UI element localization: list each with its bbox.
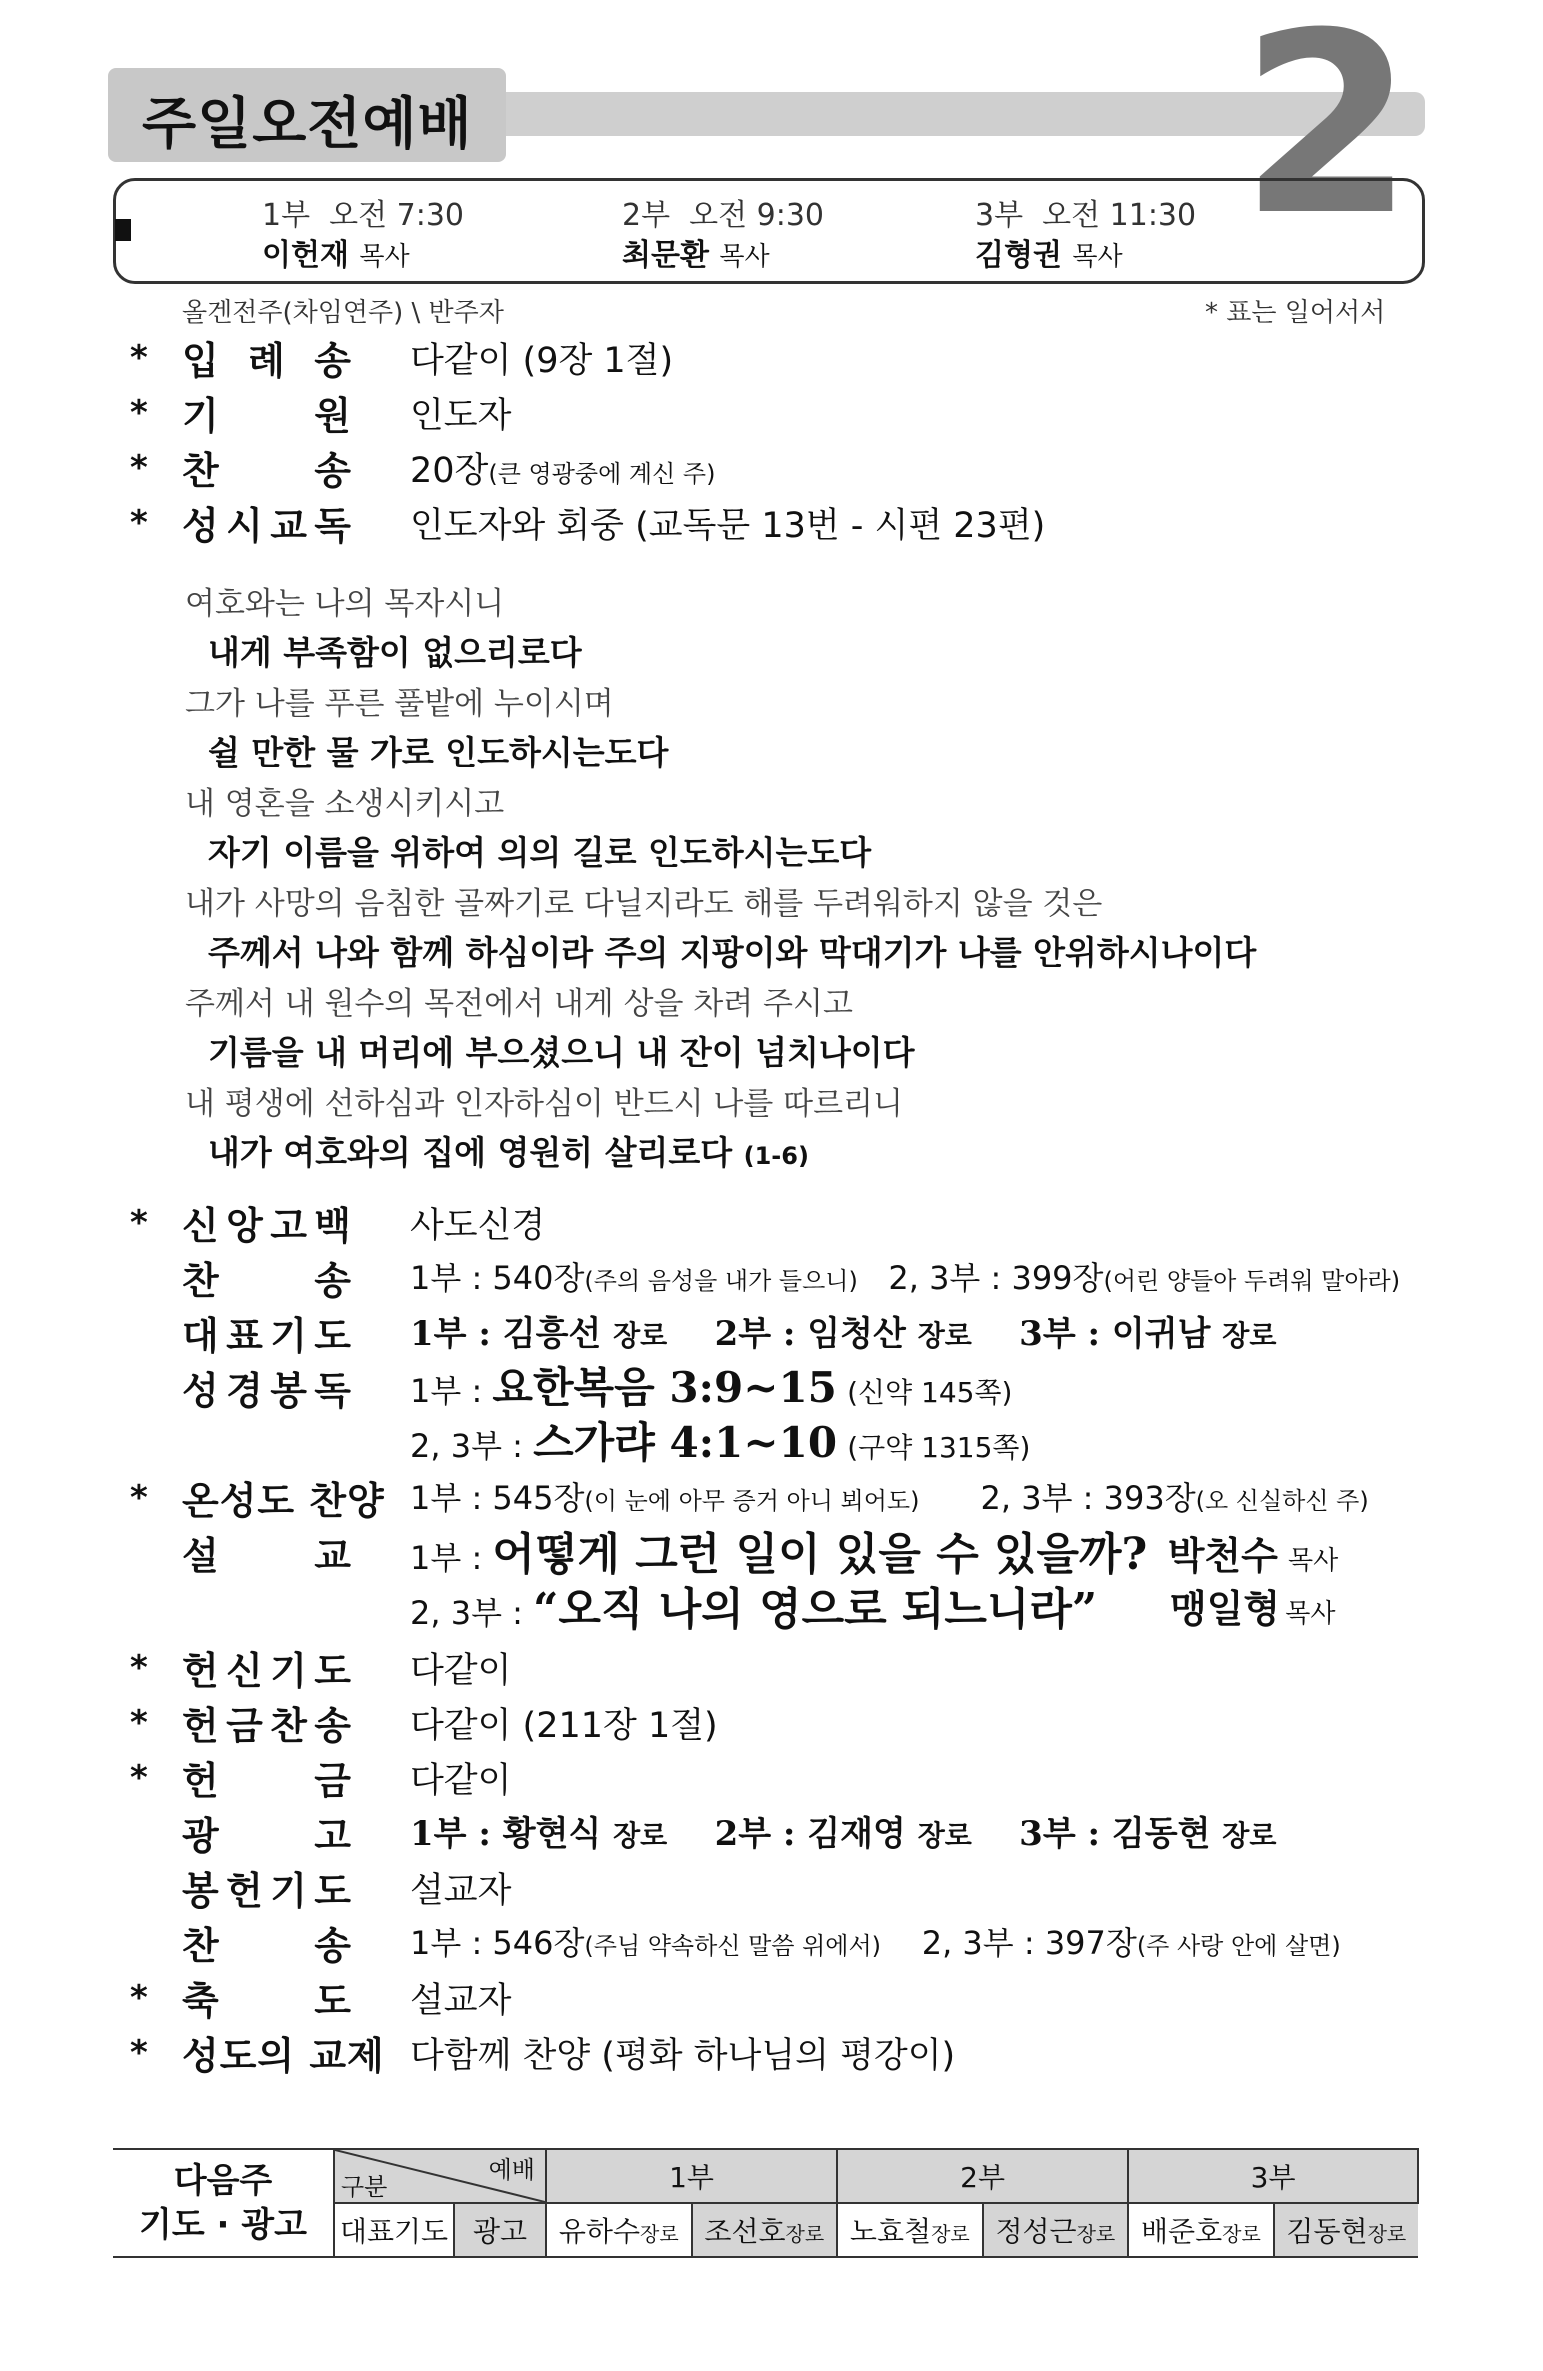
order-item-content: 1부 : 545장(이 눈에 아무 증거 아니 뵈어도) 2, 3부 : 393장(오 신실하신 주) (410, 1479, 1369, 1517)
standing-mark: * (130, 1478, 148, 1518)
table-cell: 광고 (454, 2203, 546, 2257)
schedule-1-minister: 이헌재 목사 (262, 238, 410, 273)
standing-mark: * (130, 503, 148, 543)
psalm-lead-line: 주께서 내 원수의 목전에서 내게 상을 차려 주시고 (185, 986, 853, 1022)
psalm-response-line: 자기 이름을 위하여 의의 길로 인도하시는도다 (208, 833, 872, 872)
standing-mark: * (130, 1978, 148, 2018)
order-item-content: 다같이 (410, 1761, 512, 1801)
psalm-lead-line: 내 영혼을 소생시키시고 (185, 786, 505, 822)
order-item-content: 인도자 (410, 396, 512, 436)
table-corner-cell: 예배 구분 (334, 2149, 546, 2203)
standing-mark: * (130, 1648, 148, 1688)
order-item-label: 성 시 교 독 (182, 504, 352, 548)
standing-mark: * (130, 1203, 148, 1243)
order-item-content: 다함께 찬양 (평화 하나님의 평강이) (410, 2036, 956, 2076)
psalm-response-line: 쉴 만한 물 가로 인도하시는도다 (208, 733, 669, 772)
psalm-lead-line: 여호와는 나의 목자시니 (185, 586, 505, 622)
page-number: 2 (1240, 0, 1414, 270)
order-item-label: 설 교 (182, 1534, 352, 1578)
order-item-label: 성 경 봉 독 (182, 1369, 352, 1413)
standing-mark: * (130, 448, 148, 488)
order-item-content: 다같이 (410, 1651, 512, 1691)
order-item-content: 사도신경 (410, 1206, 546, 1246)
next-week-table (113, 2148, 1419, 2258)
standing-mark: * (130, 1758, 148, 1798)
table-cell: 정성근장로 (983, 2203, 1129, 2257)
sermon-2-preacher: 맹일형 목사 (1170, 1586, 1336, 1631)
order-item-label: 온성도 찬양 (182, 1479, 385, 1523)
schedule-3-time: 3부 오전 11:30 (975, 198, 1197, 233)
order-item-content: 1부 : 황현식 장로 2부 : 김재영 장로 3부 : 김동현 장로 (410, 1814, 1277, 1854)
order-item-content: 2, 3부 : 스가랴 4:1~10 (구약 1315쪽) (410, 1418, 1031, 1467)
psalm-response-line: 기름을 내 머리에 부으셨으니 내 잔이 넘치나이다 (208, 1033, 915, 1072)
order-item-label: 찬 송 (182, 449, 352, 493)
schedule-3-minister: 김형권 목사 (975, 238, 1123, 273)
table-cell: 노효철장로 (837, 2203, 983, 2257)
table-cell: 유하수장로 (546, 2203, 692, 2257)
psalm-lead-line: 내 평생에 선하심과 인자하심이 반드시 나를 따르리니 (185, 1086, 903, 1122)
table-cell: 조선호장로 (692, 2203, 838, 2257)
order-item-content: 인도자와 회중 (교독문 13번 - 시편 23편) (410, 506, 1046, 546)
order-item-label: 축 도 (182, 1979, 352, 2023)
order-item-label: 기 원 (182, 394, 352, 438)
order-item-label: 헌 신 기 도 (182, 1649, 352, 1693)
standing-note: * 표는 일어서서 (1205, 298, 1386, 328)
order-item-content: 설교자 (410, 1981, 512, 2021)
order-item-content: 1부 : 요한복음 3:9~15 (신약 145쪽) (410, 1363, 1013, 1412)
order-item-content: 1부 : 540장(주의 음성을 내가 들으니) 2, 3부 : 399장(어린 양들아 두려워 말아라) (410, 1259, 1401, 1297)
sermon-2: 2, 3부 : “오직 나의 영으로 되느니라” (410, 1584, 1098, 1635)
standing-mark: * (130, 2033, 148, 2073)
table-cell: 대표기도 (334, 2203, 454, 2257)
psalm-lead-line: 그가 나를 푸른 풀밭에 누이시며 (185, 686, 614, 722)
order-item-label: 대 표 기 도 (182, 1314, 352, 1358)
table-cell: 배준호장로 (1128, 2203, 1274, 2257)
next-week-label: 다음주 기도 · 광고 (113, 2149, 334, 2257)
psalm-response-line: 내게 부족함이 없으리로다 (208, 633, 582, 672)
standing-mark: * (130, 393, 148, 433)
sermon-1: 1부 : 어떻게 그런 일이 있을 수 있을까? 박천수 목사 (410, 1529, 1339, 1580)
schedule-2-minister: 최문환 목사 (622, 238, 770, 273)
part-header: 1부 (546, 2149, 837, 2203)
psalm-response-line: 내가 여호와의 집에 영원히 살리로다 (1-6) (208, 1133, 809, 1172)
part-header: 3부 (1128, 2149, 1418, 2203)
psalm-response-line: 주께서 나와 함께 하심이라 주의 지팡이와 막대기가 나를 안위하시나이다 (208, 933, 1257, 972)
page-title: 주일오전예배 (142, 92, 473, 157)
part-header: 2부 (837, 2149, 1128, 2203)
order-item-label: 봉 헌 기 도 (182, 1869, 352, 1913)
order-item-content: 1부 : 김흥선 장로 2부 : 임청산 장로 3부 : 이귀남 장로 (410, 1314, 1277, 1354)
standing-mark: * (130, 1703, 148, 1743)
order-item-content: 다같이 (211장 1절) (410, 1706, 718, 1746)
order-item-label: 신 앙 고 백 (182, 1204, 352, 1248)
order-item-content: 다같이 (9장 1절) (410, 341, 674, 381)
schedule-2-time: 2부 오전 9:30 (622, 198, 825, 233)
order-item-label: 성도의 교제 (182, 2034, 385, 2078)
standing-mark: * (130, 338, 148, 378)
psalm-lead-line: 내가 사망의 음침한 골짜기로 다닐지라도 해를 두려워하지 않을 것은 (185, 886, 1103, 922)
schedule-1-time: 1부 오전 7:30 (262, 198, 465, 233)
order-item-label: 헌 금 찬 송 (182, 1704, 352, 1748)
table-cell: 김동현장로 (1274, 2203, 1418, 2257)
order-item-content: 설교자 (410, 1871, 512, 1911)
order-item-label: 입 례 송 (182, 339, 352, 383)
order-item-content: 20장(큰 영광중에 계신 주) (410, 451, 716, 491)
order-item-content: 1부 : 546장(주님 약속하신 말씀 위에서) 2, 3부 : 397장(주 사랑 안에 살면) (410, 1924, 1341, 1962)
schedule-marker (115, 219, 131, 241)
order-item-label: 헌 금 (182, 1759, 352, 1803)
order-item-label: 찬 송 (182, 1924, 352, 1968)
organ-prelude-note: 올겐전주(차임연주) \ 반주자 (182, 298, 504, 328)
order-item-label: 찬 송 (182, 1259, 352, 1303)
order-item-label: 광 고 (182, 1814, 352, 1858)
